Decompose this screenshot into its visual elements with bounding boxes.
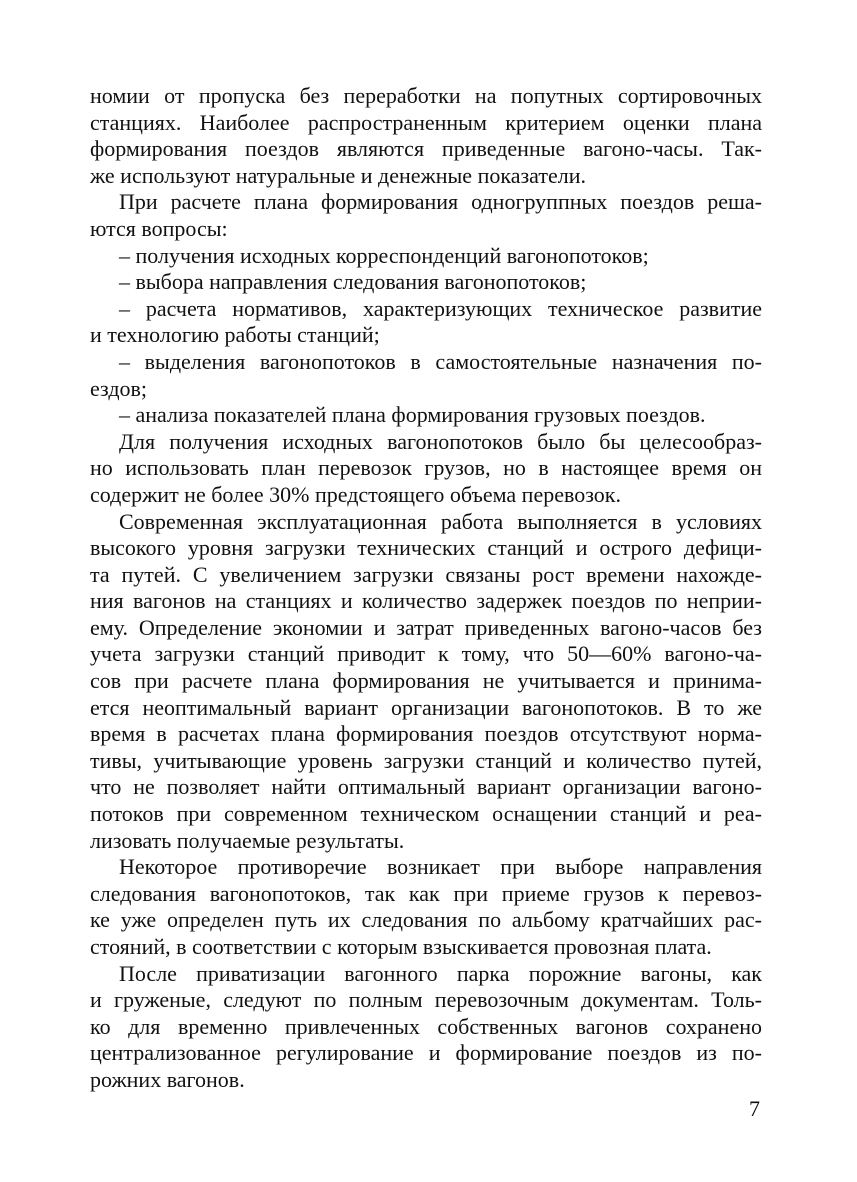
page-number: 7 [749, 1096, 760, 1121]
text-line: сов при расчете плана формирования не учитывается и принима- [90, 668, 762, 694]
text-line: При расчете плана формирования одногруппных поездов реша- [119, 189, 762, 215]
text-line: ется неоптимальный вариант организации вагонопотоков. В то же [90, 694, 762, 720]
text-line: же используют натуральные и денежные показатели. [90, 162, 586, 188]
text-line: что не позволяет найти оптимальный вариант организации вагоно- [90, 774, 762, 800]
text-line: лизовать получаемые результаты. [90, 827, 405, 853]
text-line: и технологию работы станций; [90, 322, 380, 348]
page-body [90, 83, 762, 1094]
text-line: высокого уровня загрузки технических станций и острого дефици- [90, 535, 762, 561]
text-line: время в расчетах плана формирования поездов отсутствуют норма- [90, 721, 762, 747]
text-line: ются вопросы: [90, 215, 228, 241]
text-line: ния вагонов на станциях и количество задержек поездов по неприи- [90, 588, 762, 614]
text-line: ко для временно привлеченных собственных вагонов сохранено [90, 1013, 762, 1039]
text-line: – выделения вагонопотоков в самостоятельные назначения по- [119, 348, 762, 374]
text-line: – получения исходных корреспонденций вагонопотоков; [119, 242, 649, 268]
text-line: После приватизации вагонного парка порожние вагоны, как [119, 960, 762, 986]
text-line: следования вагонопотоков, так как при приеме грузов к перевоз- [90, 880, 762, 906]
text-line: – выбора направления следования вагонопотоков; [119, 269, 587, 295]
text-line: стояний, в соответствии с которым взыскивается провозная плата. [90, 934, 712, 959]
text-line: содержит не более 30% предстоящего объема перевозок. [90, 481, 621, 507]
text-line: но использовать план перевозок грузов, но в настоящее время он [90, 455, 762, 481]
text-line: станциях. Наиболее распространенным критерием оценки плана [90, 109, 762, 135]
text-line: ему. Определение экономии и затрат приведенных вагоно-часов без [90, 614, 762, 640]
text-line: – расчета нормативов, характеризующих техническое развитие [119, 295, 762, 321]
text-line: ездов; [90, 375, 148, 401]
text-line: ке уже определен путь их следования по альбому кратчайших рас- [90, 907, 762, 933]
text-line: номии от пропуска без переработки на попутных сортировочных [90, 83, 762, 108]
text-line: Современная эксплуатационная работа выполняется в условиях [119, 508, 762, 534]
text-line: учета загрузки станций приводит к тому, что 50—60% вагоно-ча- [90, 641, 762, 667]
text-line: та путей. С увеличением загрузки связаны рост времени нахожде- [90, 561, 762, 587]
text-line: формирования поездов являются приведенные вагоно-часы. Так- [90, 136, 762, 162]
text-line: тивы, учитывающие уровень загрузки станций и количество путей, [90, 747, 762, 773]
text-line: – анализа показателей плана формирования грузовых поездов. [119, 402, 706, 428]
text-line: рожних вагонов. [90, 1066, 245, 1092]
text-line: потоков при современном техническом оснащении станций и реа- [90, 801, 762, 827]
text-line: Некоторое противоречие возникает при выборе направления [119, 854, 762, 880]
text-line: и груженые, следуют по полным перевозочным документам. Толь- [90, 987, 762, 1013]
text-line: Для получения исходных вагонопотоков было бы целесообраз- [119, 428, 762, 454]
text-line: централизованное регулирование и формирование поездов из по- [90, 1040, 762, 1066]
